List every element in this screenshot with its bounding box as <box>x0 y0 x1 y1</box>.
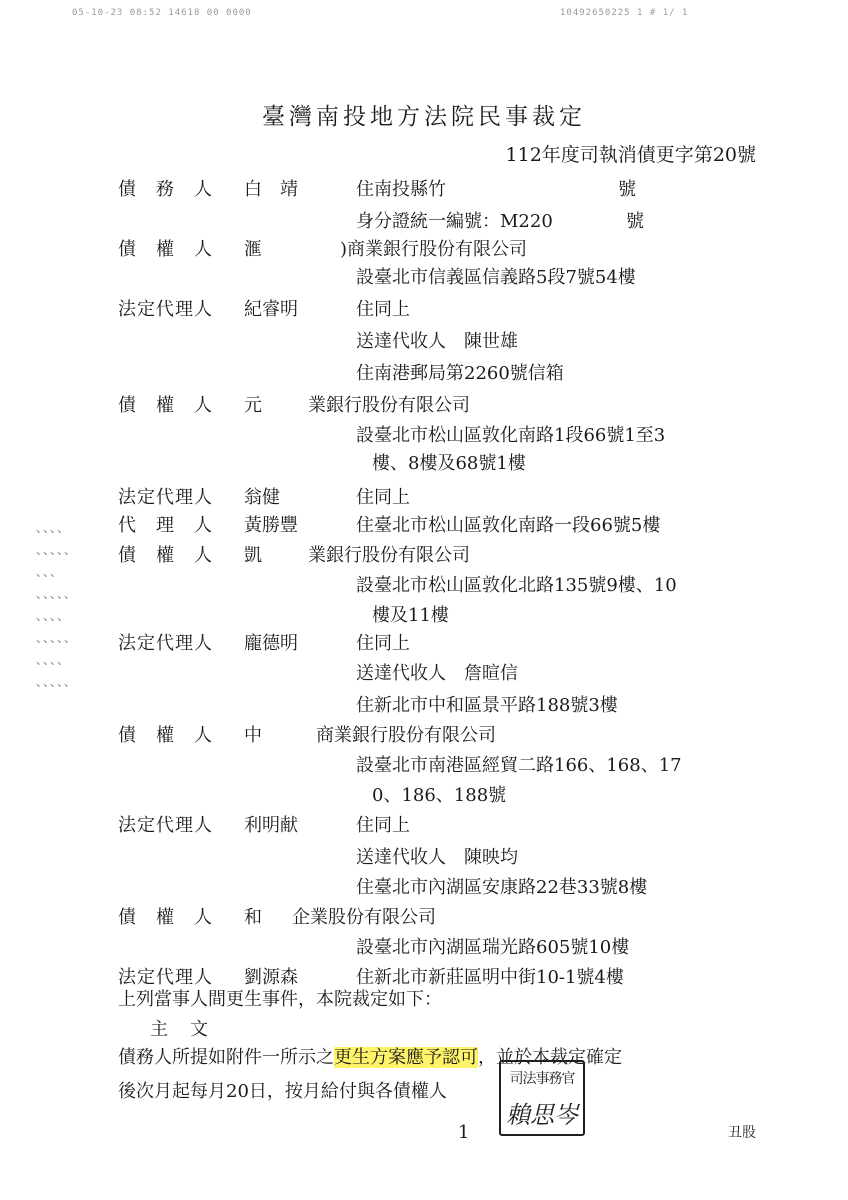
party-role: 債 權 人 <box>118 725 213 746</box>
party-detail-line: 設臺北市松山區敦化南路1段66號1至3 <box>356 425 666 446</box>
party-role: 法定代理人 <box>118 487 213 508</box>
party-detail-line: 商業銀行股份有限公司 <box>316 725 496 746</box>
party-detail-line: 住同上 <box>356 299 410 320</box>
party-role: 法定代理人 <box>118 299 213 320</box>
party-detail-line: 樓及11樓 <box>372 605 449 626</box>
party-name: 紀睿明 <box>244 299 298 320</box>
party-detail-line: 設臺北市內湖區瑞光路605號10樓 <box>356 937 630 958</box>
party-detail-line: 號 <box>626 211 644 232</box>
document-title: 臺灣南投地方法院民事裁定 <box>262 104 586 130</box>
party-detail-line: 送達代收人 詹暄信 <box>356 663 518 684</box>
party-detail-line: 住新北市中和區景平路188號3樓 <box>356 695 618 716</box>
party-name: 滙 <box>244 239 262 260</box>
party-detail-line: 樓、8樓及68號1樓 <box>372 453 526 474</box>
party-detail-line: )商業銀行股份有限公司 <box>340 239 528 260</box>
party-detail-line: 企業股份有限公司 <box>292 907 436 928</box>
party-name: 凱 <box>244 545 262 566</box>
page-number: 1 <box>458 1122 470 1143</box>
party-role: 債 權 人 <box>118 545 213 566</box>
case-number: 112年度司執消債更字第20號 <box>505 144 756 166</box>
party-detail-line: 號 <box>618 179 636 200</box>
party-detail-line: 住同上 <box>356 633 410 654</box>
stamp-name: 賴思岑 <box>506 1101 578 1129</box>
party-detail-line: 業銀行股份有限公司 <box>308 395 470 416</box>
party-name: 龐德明 <box>244 633 298 654</box>
intro-text: 上列當事人間更生事件，本院裁定如下： <box>118 989 442 1010</box>
party-role: 法定代理人 <box>118 633 213 654</box>
party-name: 白 靖 <box>244 179 298 200</box>
ruling-text-1: 債務人所提如附件一所示之 <box>118 1047 334 1068</box>
party-detail-line: 送達代收人 陳世雄 <box>356 331 518 352</box>
party-detail-line: 設臺北市信義區信義路5段7號54樓 <box>356 267 636 288</box>
party-detail-line: 住同上 <box>356 487 410 508</box>
party-role: 債 務 人 <box>118 179 213 200</box>
party-role: 法定代理人 <box>118 967 213 988</box>
ruling-text-2: ，並於本裁定確定 <box>478 1047 622 1068</box>
party-detail-line: 送達代收人 陳映均 <box>356 847 518 868</box>
party-name: 利明献 <box>244 815 298 836</box>
party-detail-line: 住南港郵局第2260號信箱 <box>356 363 564 384</box>
party-name: 黃勝豐 <box>244 515 298 536</box>
ruling-paragraph-2: 後次月起每月20日，按月給付與各債權人 <box>118 1081 447 1102</box>
fax-header-left: 05-10-23 08:52 14618 00 0000 <box>72 8 252 18</box>
party-detail-line: 住南投縣竹 <box>356 179 446 200</box>
stamp-title: 司法事務官 <box>509 1071 575 1087</box>
party-name: 元 <box>244 395 262 416</box>
party-detail-line: 設臺北市南港區經貿二路166、168、17 <box>356 755 682 776</box>
party-detail-line: 0、186、188號 <box>372 785 507 806</box>
party-name: 劉源森 <box>244 967 298 988</box>
party-role: 債 權 人 <box>118 907 213 928</box>
party-name: 中 <box>244 725 262 746</box>
margin-punch-marks: 、、、、 、、、、、 、、、 、、、、、 、、、、 、、、、、 、、、、 、、、、、 <box>36 521 78 689</box>
highlighted-text: 更生方案應予認可 <box>334 1047 478 1068</box>
party-detail-line: 設臺北市松山區敦化北路135號9樓、10 <box>356 575 677 596</box>
party-role: 法定代理人 <box>118 815 213 836</box>
party-detail-line: 住臺北市內湖區安康路22巷33號8樓 <box>356 877 648 898</box>
section-label: 丑股 <box>728 1125 756 1141</box>
party-role: 債 權 人 <box>118 239 213 260</box>
party-role: 債 權 人 <box>118 395 213 416</box>
party-detail-line: 住臺北市松山區敦化南路一段66號5樓 <box>356 515 661 536</box>
party-detail-line: 業銀行股份有限公司 <box>308 545 470 566</box>
official-seal-stamp <box>499 1060 585 1136</box>
party-name: 和 <box>244 907 262 928</box>
fax-header-right: 10492650225 1 # 1/ 1 <box>560 8 689 18</box>
party-detail-line: 住同上 <box>356 815 410 836</box>
party-detail-line: 住新北市新莊區明中街10-1號4樓 <box>356 967 624 988</box>
section-heading: 主 文 <box>150 1019 210 1040</box>
party-detail-line: 身分證統一編號：M220 <box>356 211 553 232</box>
party-name: 翁健 <box>244 487 280 508</box>
party-role: 代 理 人 <box>118 515 213 536</box>
